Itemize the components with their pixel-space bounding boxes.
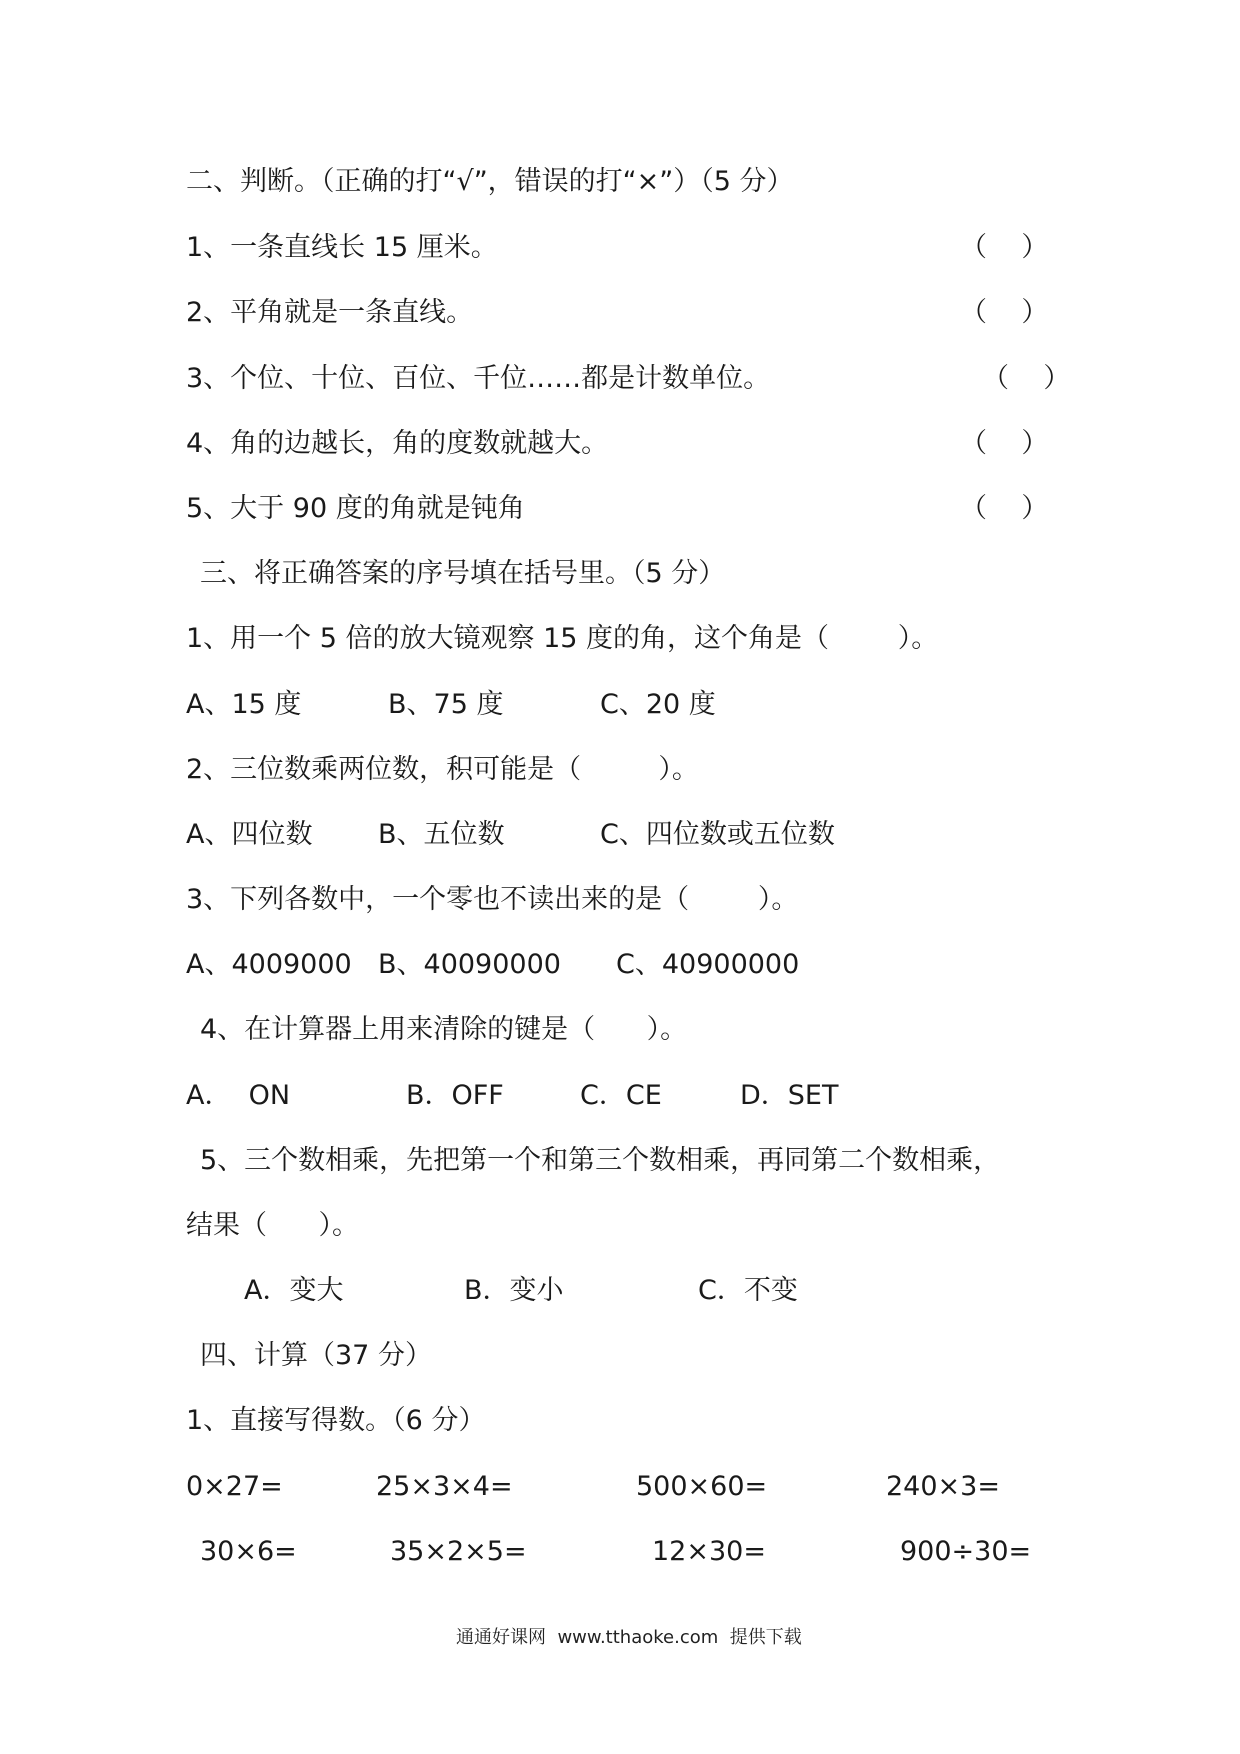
judge-answer-blank-3[interactable]: （ ） (982, 363, 1071, 394)
judge-item-4: 4、角的边越长，角的度数就越大。 (186, 428, 609, 459)
footer-watermark: 通通好课网 www.tthaoke.com 提供下载 (456, 1627, 802, 1648)
choice-q3-option-b[interactable]: B、40090000 (378, 949, 561, 980)
section2-title: 二、判断。（正确的打“√”，错误的打“×”）（5 分） (186, 166, 794, 197)
choice-question-2: 2、三位数乘两位数，积可能是（ ）。 (186, 754, 699, 785)
choice-q5-option-a[interactable]: A．变大 (244, 1275, 344, 1306)
calc-item: 500×60= (636, 1471, 768, 1502)
choice-question-3: 3、下列各数中，一个零也不读出来的是（ ）。 (186, 884, 799, 915)
calc-item: 30×6= (200, 1536, 297, 1567)
judge-item-1: 1、一条直线长 15 厘米。 (186, 232, 498, 263)
choice-q1-option-c[interactable]: C、20 度 (600, 689, 716, 720)
choice-q5-option-b[interactable]: B．变小 (464, 1275, 564, 1306)
choice-q2-option-b[interactable]: B、五位数 (378, 819, 505, 850)
choice-q1-option-b[interactable]: B、75 度 (388, 689, 504, 720)
judge-answer-blank-5[interactable]: （ ） (960, 493, 1049, 524)
calc-item: 240×3= (886, 1471, 1000, 1502)
judge-item-2: 2、平角就是一条直线。 (186, 297, 474, 328)
choice-q4-option-b[interactable]: B．OFF (406, 1080, 504, 1111)
choice-question-4: 4、在计算器上用来清除的键是（ ）。 (200, 1014, 688, 1045)
calc-item: 900÷30= (900, 1536, 1032, 1567)
choice-question-5-cont: 结果（ ）。 (186, 1210, 359, 1241)
choice-question-1: 1、用一个 5 倍的放大镜观察 15 度的角，这个角是（ ）。 (186, 623, 939, 654)
choice-q4-option-d[interactable]: D．SET (740, 1080, 839, 1111)
judge-item-3: 3、个位、十位、百位、千位……都是计数单位。 (186, 363, 771, 394)
section4-title: 四、计算（37 分） (200, 1340, 432, 1371)
choice-q5-option-c[interactable]: C．不变 (698, 1275, 798, 1306)
choice-q2-option-a[interactable]: A、四位数 (186, 819, 313, 850)
calc-item: 25×3×4= (376, 1471, 513, 1502)
calc-item: 12×30= (652, 1536, 766, 1567)
choice-q3-option-c[interactable]: C、40900000 (616, 949, 800, 980)
choice-question-5: 5、三个数相乘，先把第一个和第三个数相乘，再同第二个数相乘， (200, 1145, 1001, 1176)
calc-item: 0×27= (186, 1471, 283, 1502)
choice-q4-option-c[interactable]: C．CE (580, 1080, 662, 1111)
calc-item: 35×2×5= (390, 1536, 527, 1567)
judge-answer-blank-1[interactable]: （ ） (960, 232, 1049, 263)
judge-answer-blank-4[interactable]: （ ） (960, 428, 1049, 459)
judge-item-5: 5、大于 90 度的角就是钝角 (186, 493, 525, 524)
choice-q2-option-c[interactable]: C、四位数或五位数 (600, 819, 835, 850)
section3-title: 三、将正确答案的序号填在括号里。（5 分） (200, 558, 726, 589)
choice-q3-option-a[interactable]: A、4009000 (186, 949, 352, 980)
judge-answer-blank-2[interactable]: （ ） (960, 297, 1049, 328)
choice-q4-option-a[interactable]: A． ON (186, 1080, 291, 1111)
section4-sub1-title: 1、直接写得数。（6 分） (186, 1405, 486, 1436)
choice-q1-option-a[interactable]: A、15 度 (186, 689, 302, 720)
